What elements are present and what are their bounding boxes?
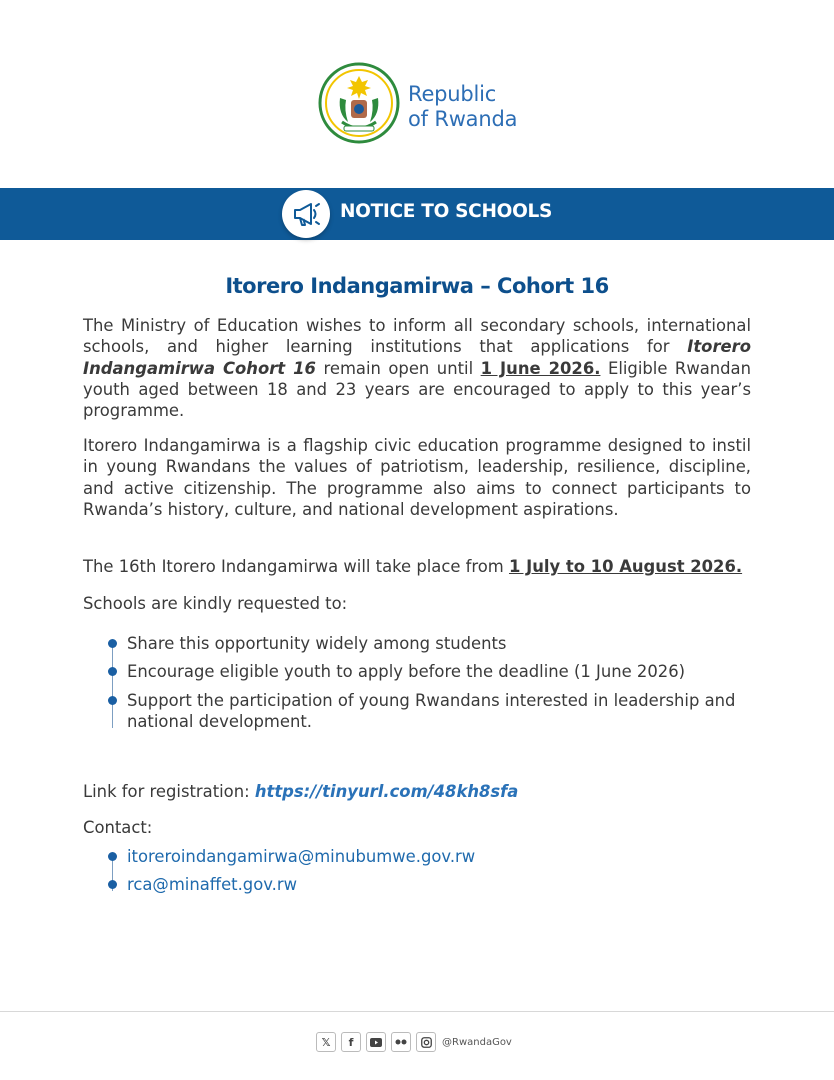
brand-line-2: of Rwanda [408,107,518,131]
registration-line [83,782,518,801]
paragraph-request: Schools are kindly requested to: [83,594,348,613]
list-item [107,633,767,654]
rwanda-coat-of-arms-icon [318,62,400,144]
contact-list [107,846,767,896]
header [318,60,538,155]
flickr-icon[interactable] [391,1032,411,1052]
bullet-dot-icon [108,852,117,861]
contact-label: Contact: [83,818,153,837]
paragraph-dates [83,556,751,577]
social-links [316,1032,512,1052]
brand-line-1: Republic [408,82,497,106]
deadline-date: 1 June 2026. [480,358,601,378]
paragraph-intro-part3: Eligible Rwandan youth aged between 18 and 23 years are encouraged to apply to this year’s programme. [83,358,751,421]
social-handle: @RwandaGov [442,1036,512,1048]
paragraph-intro-part2: remain open until [315,358,481,378]
list-item [107,690,751,733]
bullet-dot-icon [108,667,117,676]
bullet-dot-icon [108,639,117,648]
registration-label: Link for registration: [83,782,255,801]
paragraph-intro [83,315,751,421]
request-list [107,633,767,732]
youtube-icon[interactable] [366,1032,386,1052]
list-item-text: Support the participation of young Rwandans interested in leadership and national development. [127,690,736,731]
facebook-icon[interactable]: f [341,1032,361,1052]
notice-title: Itorero Indangamirwa – Cohort 16 [225,274,609,298]
instagram-icon[interactable] [416,1032,436,1052]
contact-email[interactable]: itoreroindangamirwa@minubumwe.gov.rw [127,847,476,866]
contact-email-item[interactable] [107,874,767,895]
list-item-text: Encourage eligible youth to apply before the deadline (1 June 2026) [127,662,686,682]
paragraph-description: Itorero Indangamirwa is a flagship civic education programme designed to instil in young Rwandans the values of patriotism, leadership, resilience, discipline, and active citizenship. The programme also aims to connect participants to Rwanda’s history, culture, and national development aspirations. [83,436,751,519]
brand-wordmark [408,82,517,132]
megaphone-icon [282,190,330,238]
x-icon[interactable]: 𝕏 [316,1032,336,1052]
registration-link[interactable]: https://tinyurl.com/48kh8sfa [254,782,519,801]
bullet-dot-icon [108,696,117,705]
footer-divider [0,1011,834,1012]
programme-dates: 1 July to 10 August 2026. [508,557,743,576]
banner-title: NOTICE TO SCHOOLS [340,201,553,222]
contact-email[interactable]: rca@minaffet.gov.rw [127,875,298,895]
contact-email-item[interactable] [107,846,767,867]
paragraph-intro-part1: The Ministry of Education wishes to inform all secondary schools, international schools, and higher learning institutions that applications for [83,316,751,357]
list-item-text: Share this opportunity widely among students [127,634,507,653]
cohort-name: Itorero Indangamirwa Cohort 16 [83,337,751,378]
bullet-dot-icon [108,880,117,889]
list-item [107,661,767,682]
paragraph-dates-part1: The 16th Itorero Indangamirwa will take place from [83,557,509,576]
